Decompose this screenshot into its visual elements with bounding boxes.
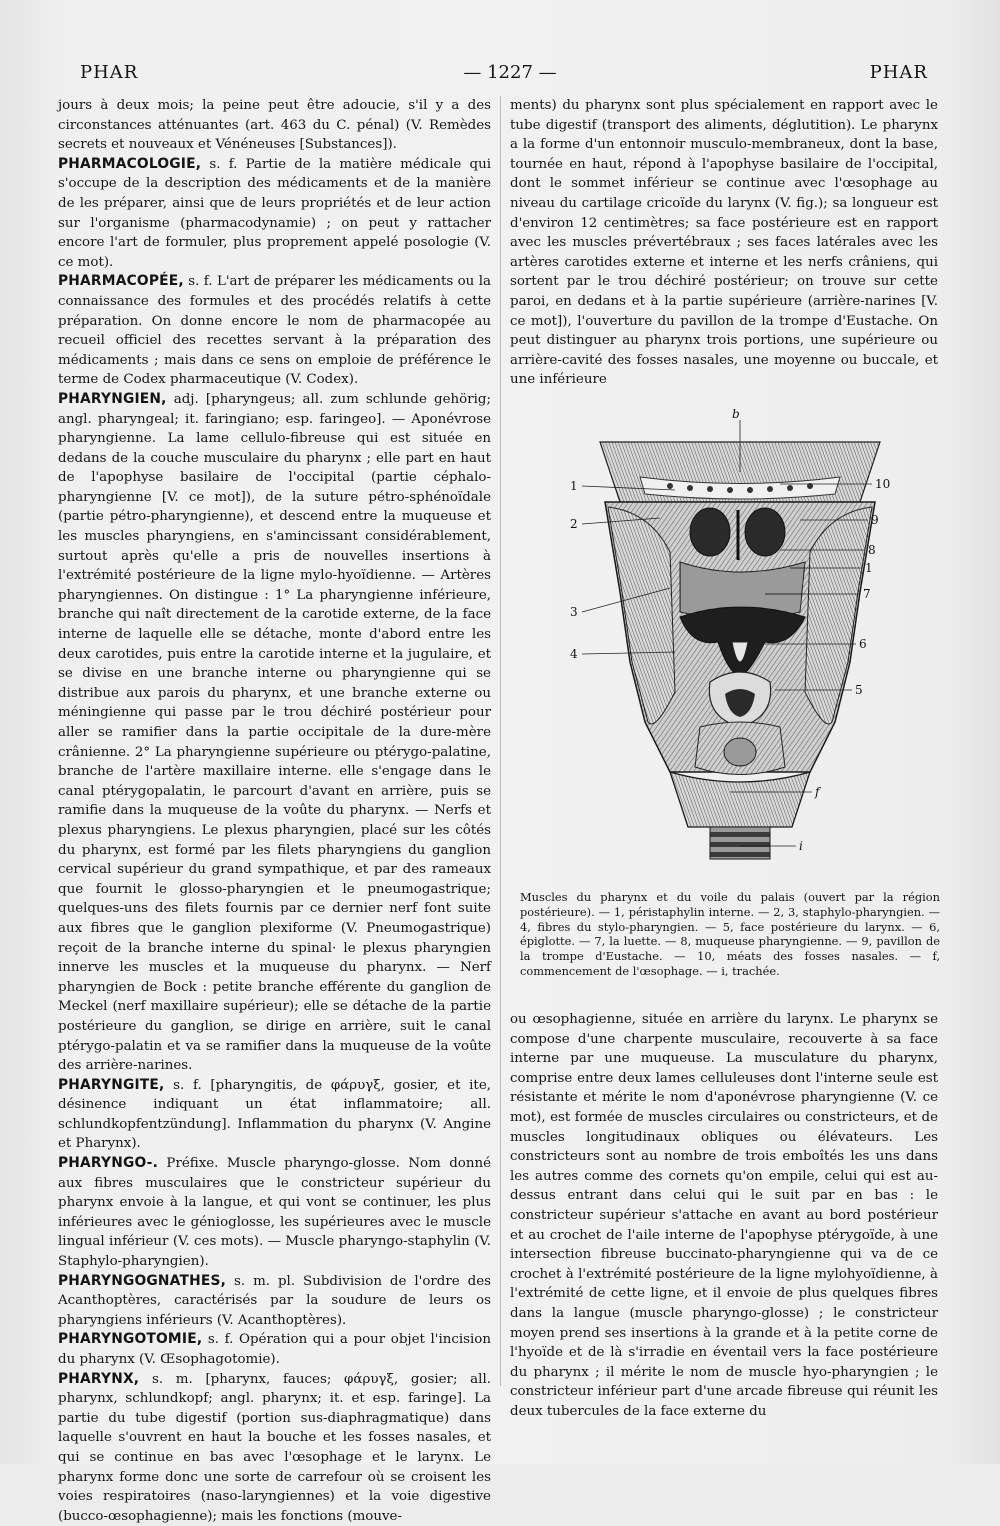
left-column [58, 96, 491, 1526]
headword: PHARYNGO-. [58, 1155, 159, 1172]
headword: PHARYNGITE, [58, 1076, 165, 1093]
nasal-meatus-right [745, 508, 785, 556]
entry-body: adj. [pharyngeus; all. zum schlunde gehörig; angl. pharyngeal; it. faringiano; esp. faringeo]. — Aponévrose pharyngienne. La lame cellulo-fibreuse qui est située en dedans de la couche musculaire du pharynx ; elle part en haut de l'apophyse basilaire de l'occipital (partie céphalo-pharyngienne [V. ce mot]), de la suture pétro-sphénoïdale (partie pétro-pharyngienne), et descend entre la muqueuse et les muscles pharyngiens, en s'amincissant considérablement, surtout après qu'elle a pris de nouvelles insertions à l'extrémité postérieure de la ligne mylo-hyoïdienne. — Artères pharyngiennes. On distingue : 1° La pharyngienne inférieure, branche qui naît directement de la carotide externe, de la face interne de laquelle elle se détache, monte d'abord entre les deux carotides, puis entre la carotide interne et la jugulaire, et se divise en une branche interne ou pharyngienne qui se distribue aux parois du pharynx, et une branche externe ou méningienne qui passe par le trou déchiré postérieur pour aller se ramifier dans la partie occipitale de la dure-mère crânienne. 2° La pharyngienne supérieure ou ptérygo-palatine, branche de l'artère maxillaire interne. elle s'engage dans le canal ptérygopalatin, le parcourt d'avant en arrière, puis se ramifie dans la muqueuse de la voûte du pharynx. — Nerfs et plexus pharyngiens. Le plexus pharyngien, placé sur les côtés du pharynx, est formé par les filets pharyngiens du ganglion cervical supérieur du grand sympathique, et par des rameaux que fournit le glosso-pharyngien et le pneumogastrique; quelques-uns des filets fournis par ce dernier nerf font suite aux fibres que le ganglion plexiforme (V. Pneumogastrique) reçoit de la branche interne du spinal· le plexus pharyngien innerve les muscles et la muqueuse du pharynx. — Nerf pharyngien de Bock : petite branche efférente du ganglion de Meckel (nerf maxillaire supérieur); elle se détache de la partie postérieure du ganglion, se dirige en arrière, suit le canal ptérygo-palatin et va se ramifier dans la muqueuse de la voûte des arrière-narines. [58, 391, 491, 1074]
header-right-word: PHAR [869, 62, 928, 83]
label-right-9: 9 [871, 513, 879, 527]
entry-pharyngo [58, 1154, 491, 1272]
entry-pharyngognathes [58, 1272, 491, 1331]
label-b: b [732, 407, 740, 421]
pharynx-continuation-2: ou œsophagienne, située en arrière du larynx. Le pharynx se compose d'une charpente musculaire, recouverte à sa face interne par une muqueuse. La musculature du pharynx, comprise entre deux lames celluleuses dont l'interne seule est résistante et mérite le nom d'aponévrose pharyngienne (V. ce mot), est formée de muscles circulaires ou constricteurs, et de muscles longitudinaux obliques ou élévateurs. Les constricteurs sont au nombre de trois emboîtés les uns dans les autres comme des cornets qu'on empile, celui qui est au-dessus entrant dans celui qui le suit par en bas : le constricteur supérieur s'attache en avant au bord postérieur et au crochet de l'aile interne de l'apophyse ptérygoïde, à une intersection fibreuse buccinato-pharyngienne qui va de ce crochet à l'extrémité postérieure de la ligne mylohyoïdienne, à l'extrémité de cette ligne, et il envoie de plus quelques fibres dans la langue (muscle pharyngo-glosse) ; le constricteur moyen prend ses insertions à la grande et à la petite corne de l'hyoïde et de là s'irradie en éventail vers la face postérieure du pharynx ; il mérite le nom de muscle hyo-pharyngien ; le constricteur inférieur part d'une arcade fibreuse qui réunit les deux tubercules de la face externe du [510, 1012, 938, 1419]
entry-body: s. m. pl. Subdivision de l'ordre des Acanthoptères, caractérisés par la soudure de leurs os pharyngiens inférieurs (V. Acanthoptères). [58, 1273, 491, 1328]
entry-body: Préfixe. Muscle pharyngo-glosse. Nom donné aux fibres musculaires que le constricteur supérieur du pharynx envoie à la langue, et qui vont se continuer, les plus inférieures avec le génioglosse, les supérieures avec le muscle lingual inférieur (V. ces mots). — Muscle pharyngo-staphylin (V. Staphylo-pharyngien). [58, 1156, 491, 1270]
figure-caption: Muscles du pharynx et du voile du palais (ouvert par la région postérieure). — 1, péristaphylin interne. — 2, 3, staphylo-pharyngien. — 4, fibres du stylo-pharyngien. — 5, face postérieure du larynx. — 6, épiglotte. — 7, la luette. — 8, muqueuse pharyngienne. — 9, pavillon de la trompe d'Eustache. — 10, méats des fosses nasales. — f, commencement de l'œsophage. — i, trachée. [520, 890, 940, 978]
entry-pharyngotomie [58, 1330, 491, 1369]
pharynx-illustration [560, 407, 920, 862]
arytenoid-region [724, 738, 756, 766]
entry-pharmacopee [58, 272, 491, 390]
entry-body: s. f. Opération qui a pour objet l'incision du pharynx (V. Œsophagotomie). [58, 1332, 491, 1367]
pharynx-continuation: ments) du pharynx sont plus spécialement en rapport avec le tube digestif (transport des aliments, déglutition). Le pharynx a la forme d'un entonnoir musculo-membraneux, dont la base, tournée en haut, répond à l'apophyse basilaire de l'occipital, dont le sommet inférieur se continue avec l'œsophage au niveau du cartilage cricoïde du larynx (V. fig.); sa longueur est d'environ 12 centimètres; sa face postérieure est en rapport avec les muscles prévertébraux ; ses faces latérales avec les artères carotides externe et interne et les nerfs crâniens, qui sortent par le trou déchiré postérieur; on trouve sur cette paroi, en dedans et à la partie supérieure (arrière-narines [V. ce mot]), l'ouverture du pavillon de la trompe d'Eustache. On peut distinguer au pharynx trois portions, une supérieure ou arrière-cavité des fosses nasales, une moyenne ou buccale, et une inférieure [510, 98, 938, 388]
label-i: i [799, 839, 803, 853]
right-column-bottom [510, 1010, 938, 1421]
entry-pharyngite [58, 1076, 491, 1154]
label-right-6: 6 [859, 637, 867, 651]
label-right-8: 8 [868, 543, 876, 557]
headword: PHARYNX, [58, 1370, 140, 1387]
label-right-5: 5 [855, 683, 863, 697]
continuation-paragraph: jours à deux mois; la peine peut être adoucie, s'il y a des circonstances atténuantes (art. 463 du C. pénal) (V. Remèdes secrets et nouveaux et Vénéneuses [Substances]). [58, 98, 491, 153]
pharynx-anatomy-figure [560, 407, 920, 862]
entry-body: s. f. Partie de la matière médicale qui s'occupe de la description des médicaments et de la manière de les préparer, ainsi que de leurs propriétés et de leur action sur l'organisme (pharmacodynamie) ; on peut y rattacher encore l'art de formuler, plus proprement appelé posologie (V. ce mot). [58, 156, 491, 270]
nasal-meatus-left [690, 508, 730, 556]
label-left-4: 4 [570, 647, 578, 661]
trachea [710, 827, 770, 859]
headword: PHARYNGOTOMIE, [58, 1331, 203, 1348]
label-f: f [815, 785, 820, 799]
entry-pharyngien [58, 390, 491, 1076]
headword: PHARMACOLOGIE, [58, 155, 202, 172]
headword: PHARYNGIEN, [58, 390, 167, 407]
column-divider [500, 96, 501, 1386]
headword: PHARMACOPÉE, [58, 273, 184, 290]
label-left-1: 1 [570, 479, 578, 493]
label-right-10: 10 [875, 477, 891, 491]
right-column-top [510, 96, 938, 390]
entry-pharynx [58, 1370, 491, 1526]
entry-pharmacologie [58, 155, 491, 273]
label-right-1: 1 [865, 561, 873, 575]
label-left-3: 3 [570, 605, 578, 619]
page-number: — 1227 — [463, 62, 557, 83]
entry-body: s. m. [pharynx, fauces; φάρυγξ, gosier; all. pharynx, schlundkopf; angl. pharynx; it. et esp. faringe]. La partie du tube digestif (portion sus-diaphragmatique) dans laquelle s'ouvrent en haut la bouche et les fosses nasales, et qui se continue en bas avec l'œsophage et le larynx. Le pharynx forme donc une sorte de carrefour où se croisent les voies respiratoires (naso-laryngiennes) et la voie digestive (bucco-œsophagienne); mais les fonctions (mouve- [58, 1371, 491, 1524]
entry-body: s. f. [pharyngitis, de φάρυγξ, gosier, et ite, désinence indiquant un état inflammatoire; all. schlundkopfentzündung]. Inflammation du pharynx (V. Angine et Pharynx). [58, 1077, 491, 1152]
label-right-7: 7 [863, 587, 871, 601]
running-header [80, 62, 940, 86]
header-left-word: PHAR [80, 62, 139, 83]
headword: PHARYNGOGNATHES, [58, 1272, 227, 1289]
esophagus-start [670, 772, 810, 827]
entry-body: s. f. L'art de préparer les médicaments ou la connaissance des formules et des procédés relatifs à cette préparation. On donne encore le nom de pharmacopée au recueil officiel des recettes servant à la préparation des médicaments ; mais dans ce sens on emploie de préférence le terme de Codex pharmaceutique (V. Codex). [58, 274, 491, 388]
label-left-2: 2 [570, 517, 578, 531]
